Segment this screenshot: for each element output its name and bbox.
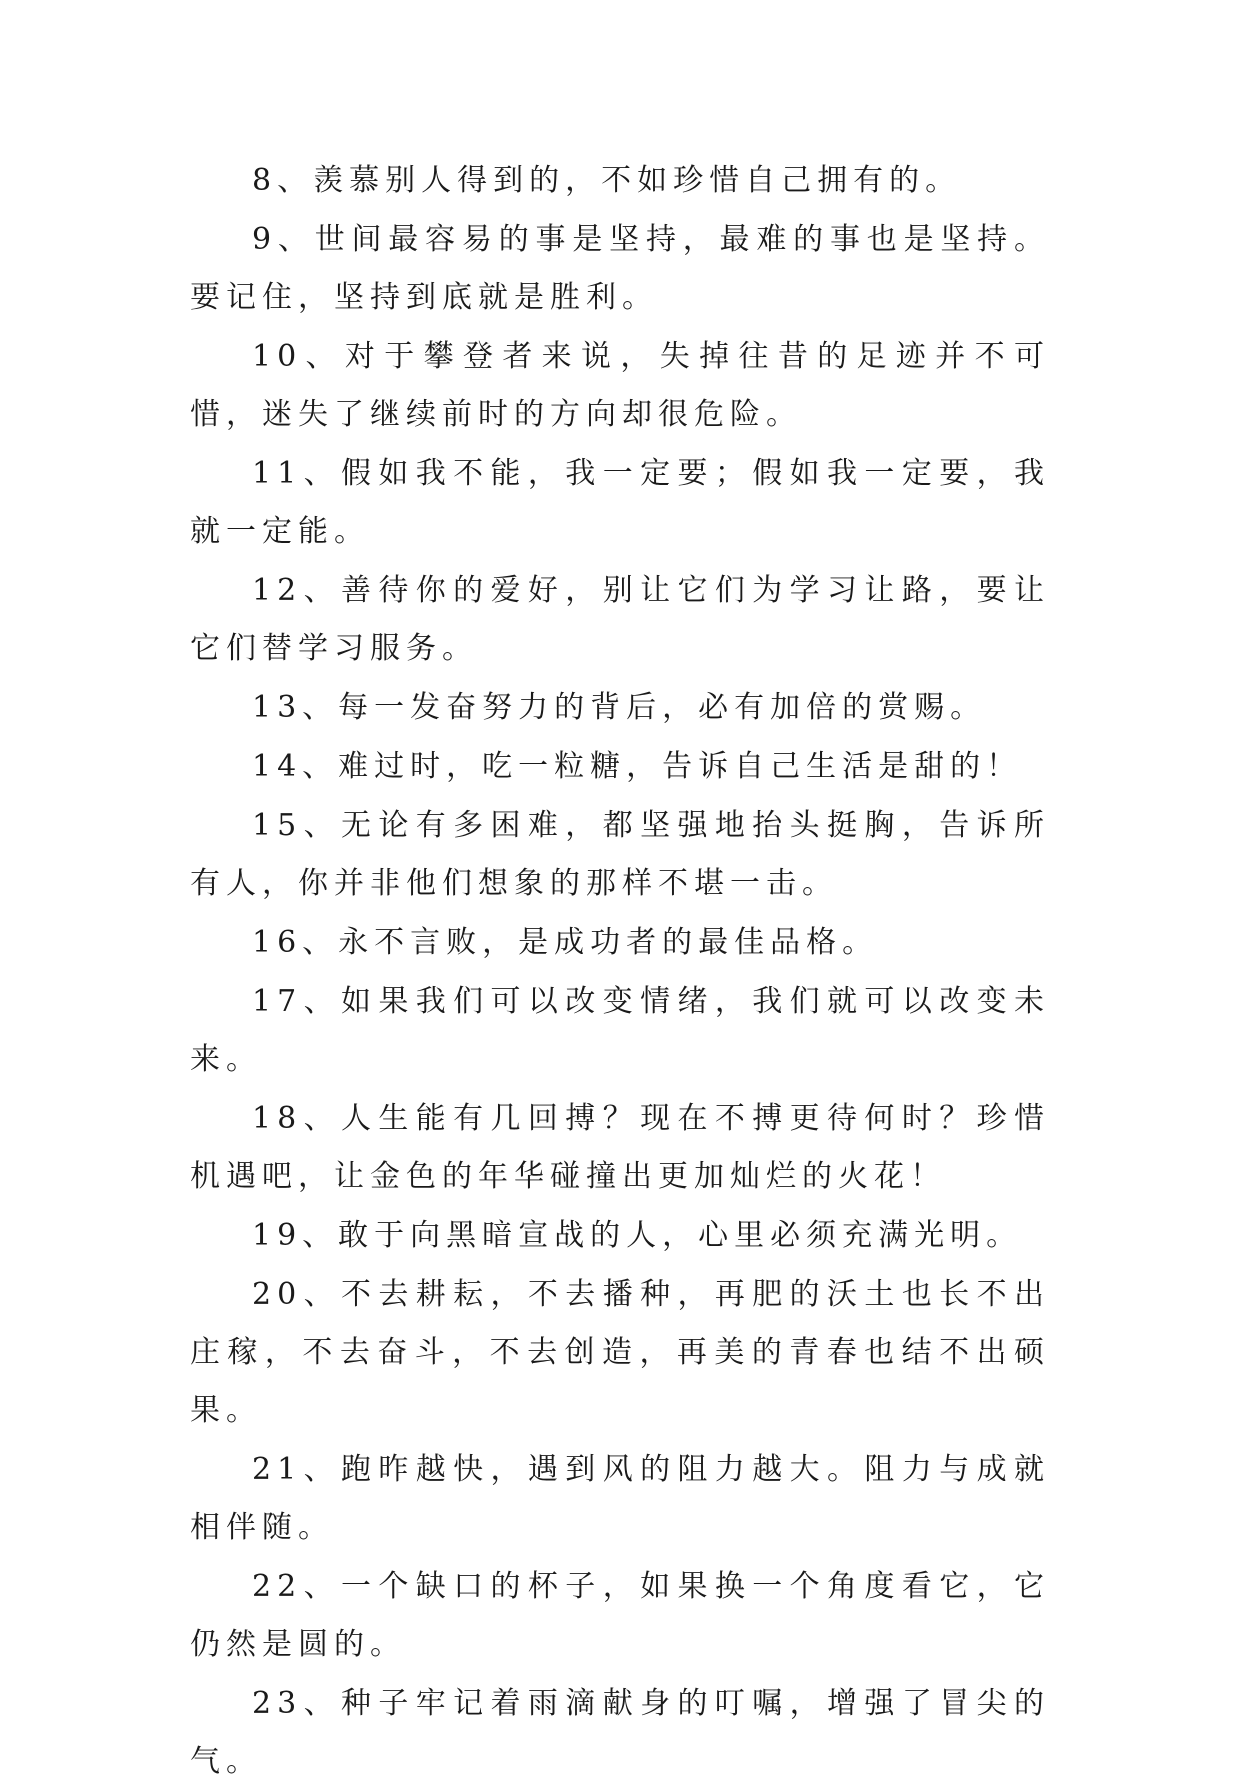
document-body bbox=[190, 152, 1050, 1792]
paragraph-16: 16、永不言败，是成功者的最佳品格。 bbox=[252, 925, 879, 960]
paragraph-22: 22、一个缺口的杯子，如果换一个角度看它，它仍然是圆的。 bbox=[190, 1569, 1050, 1662]
paragraph-23: 23、种子牢记着雨滴献身的叮嘱，增强了冒尖的气。 bbox=[190, 1686, 1050, 1779]
paragraph-18: 18、人生能有几回搏？现在不搏更待何时？珍惜机遇吧，让金色的年华碰撞出更加灿烂的火花！ bbox=[190, 1101, 1050, 1194]
paragraph-9: 9、世间最容易的事是坚持，最难的事也是坚持。要记住，坚持到底就是胜利。 bbox=[190, 222, 1050, 315]
paragraph-8: 8、羡慕别人得到的，不如珍惜自己拥有的。 bbox=[252, 163, 962, 198]
paragraph-19: 19、敢于向黑暗宣战的人，心里必须充满光明。 bbox=[252, 1218, 1023, 1253]
paragraph-13: 13、每一发奋努力的背后，必有加倍的赏赐。 bbox=[252, 690, 987, 725]
paragraph-10: 10、对于攀登者来说，失掉往昔的足迹并不可惜，迷失了继续前时的方向却很危险。 bbox=[190, 339, 1050, 432]
paragraph-15: 15、无论有多困难，都坚强地抬头挺胸，告诉所有人，你并非他们想象的那样不堪一击。 bbox=[190, 808, 1050, 901]
paragraph-11: 11、假如我不能，我一定要；假如我一定要，我就一定能。 bbox=[190, 456, 1050, 549]
paragraph-12: 12、善待你的爱好，别让它们为学习让路，要让它们替学习服务。 bbox=[190, 573, 1050, 666]
paragraph-14: 14、难过时，吃一粒糖，告诉自己生活是甜的！ bbox=[252, 749, 1023, 784]
paragraph-17: 17、如果我们可以改变情绪，我们就可以改变未来。 bbox=[190, 984, 1050, 1077]
paragraph-20: 20、不去耕耘，不去播种，再肥的沃土也长不出庄稼，不去奋斗，不去创造，再美的青春也结不出硕果。 bbox=[190, 1277, 1050, 1428]
paragraph-21: 21、跑昨越快，遇到风的阻力越大。阻力与成就相伴随。 bbox=[190, 1452, 1050, 1545]
